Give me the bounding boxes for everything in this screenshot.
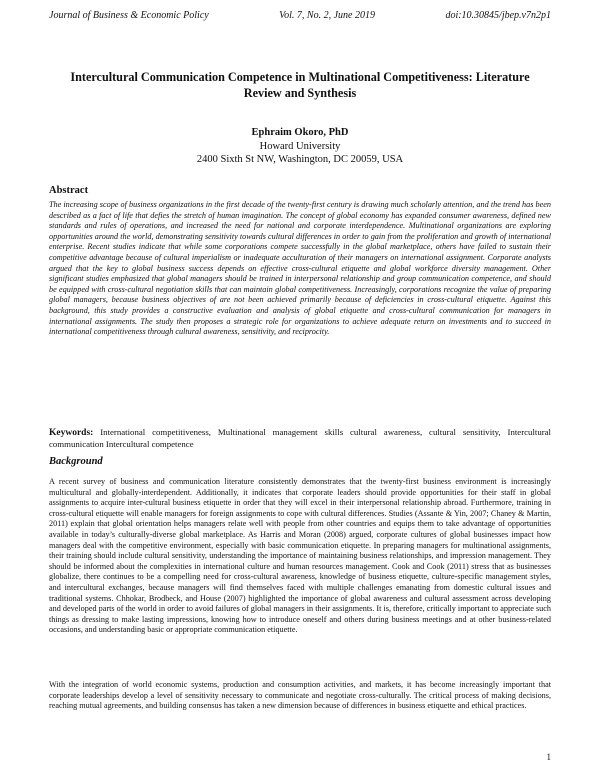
abstract-text: The increasing scope of business organizations in the first decade of the twenty-first century is drawing much scholarly attention, and the trend has been described as a fact of life that defies the stretch of human imagination. The concept of global economy has expanded consumer awareness, defined new standards and rules of operations, and increased the need for national and corporate interdependence. Multinational organizations are exploring opportunities around the world, demonstrating sensitivity towards cultural differences in order to gain from the proliferation and growth of international enterprise. Recent studies indicate that while some corporations compete successfully in the global marketplace, others have failed to sustain their competitive advantage because of cultural imperialism or inadequate acculturation of their managers on international assignment. Corporate analysts argued that the key to global business success depends on effective cross-cultural etiquette and global workforce diversity management. Other significant studies emphasized that global managers should be trained in interpersonal relationship and group communication competence, and should be equipped with cross-cultural negotiation skills that can maintain global competitiveness. Increasingly, corporations recognize the value of preparing global managers, because business objectives of are not been achieved primarily because of deficiencies in cross-cultural etiquette. Against this background, this study provides a constructive evaluation and analysis of global etiquette and cross-cultural communication for managers in international assignments. The study then proposes a strategic role for organizations to achieve adequate return on investments and to succeed in international competitiveness through cultural awareness, sensitivity, and reciprocity. [49, 200, 551, 337]
abstract-heading: Abstract [49, 185, 89, 196]
journal-name: Journal of Business & Economic Policy [49, 10, 209, 21]
keywords-text: International competitiveness, Multinational management skills cultural awareness, cultural sensitivity, Intercultural communication Intercultural competence [49, 427, 552, 449]
page-number: 1 [546, 752, 551, 762]
body-paragraph: With the integration of world economic systems, production and consumption activities, and markets, it has become increasingly important that corporate leaderships develop a level of sensitivity necessary to communicate and negotiate cross-culturally. The critical process of making decisions, reaching mutual agreements, and building consensus has taken a new dimension because of differences in business etiquette and ethical practices. [49, 680, 551, 711]
author-block [49, 126, 551, 167]
doi: doi:10.30845/jbep.v7n2p1 [445, 10, 551, 21]
running-header [49, 10, 551, 22]
keywords [49, 427, 551, 450]
author-affiliation: Howard University [259, 140, 341, 152]
paper-title: Intercultural Communication Competence in Multinational Competitiveness: Literature Review and Synthesis [70, 70, 530, 100]
keywords-label: Keywords: [49, 428, 94, 438]
author-name: Ephraim Okoro, PhD [251, 127, 349, 138]
author-address: 2400 Sixth St NW, Washington, DC 20059, USA [196, 154, 404, 165]
volume-info: Vol. 7, No. 2, June 2019 [279, 10, 375, 21]
body-paragraph: A recent survey of business and communication literature consistently demonstrates that the twenty-first business environment is increasingly multicultural and globally-interdependent. Additionally, it indicates that corporate leaders should provide opportunities for their staff in global assignments to acquire inter-cultural business etiquette in order that they will excel in their interpersonal relationship abroad. Furthermore, training in cross-cultural etiquette will enable managers for foreign assignments to cope with cultural differences. Studies (Assante & Yin, 2007; Chaney & Martin, 2011) explain that global orientation helps managers relate well with people from other countries and equips them to take advantage of opportunities available in today’s culturally-diverse global marketplace. As Harris and Moran (2008) argued, corporate cultures of global businesses impact how managers deal with the competitive environment, especially with basic communication etiquette. In preparing managers for multinational assignments, their training should include cultural sensitivity, understanding the importance of maintaining business relationships, and impression management. They should be informed about the complexities in international culture and human resources management. Cook and Cook (2011) stress that as businesses globalize, there continues to be a compelling need for cross-cultural awareness, knowledge of business etiquette, culture-specific management styles, and intercultural exchanges, because managers will find themselves faced with multiple challenges emanating from domestic cultural issues and traditional systems. Chhokar, Brodbeck, and House (2007) highlighted the importance of global awareness and cultural assessment across developing and developed parts of the world in order to avoid failures of global managers in their assignments. It is, therefore, critically important to appreciate such things as dressing to make lasting impressions, knowing how to introduce oneself and others during business meetings and at other business-related occasions, and understanding basic or appropriate communication etiquette. [49, 477, 551, 635]
section-heading-background: Background [49, 456, 103, 467]
